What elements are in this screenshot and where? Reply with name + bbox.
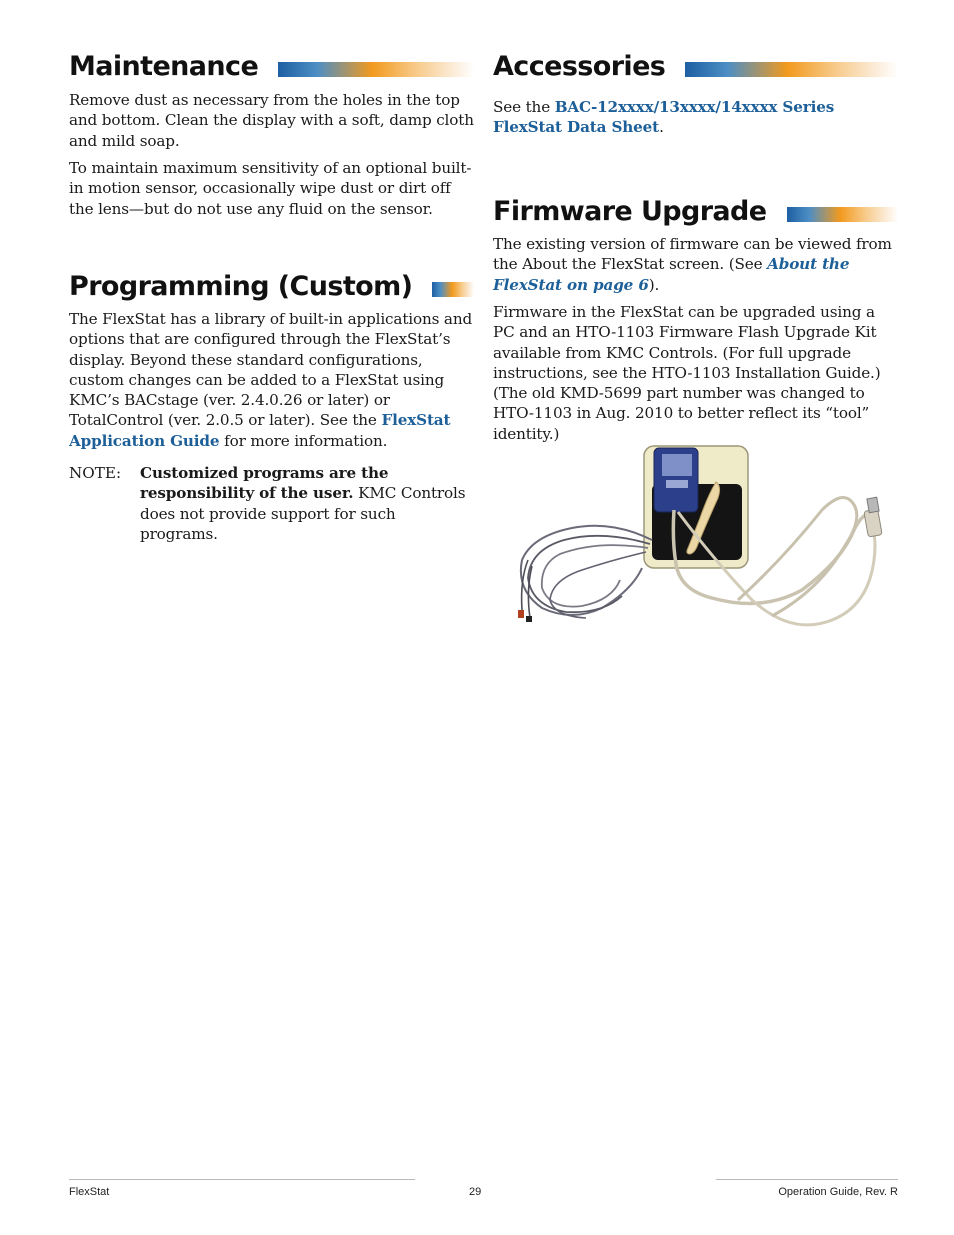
note-text: KMC Controls does not provide support for such programs. [140,484,466,543]
heading-gradient-bar [685,62,898,77]
note-label: NOTE: [69,464,122,482]
firmware-text: The existing version of firmware can be viewed from the About the FlexStat screen. (See [493,235,892,274]
firmware-heading-row [493,195,898,229]
heading-gradient-bar [787,207,899,222]
accessories-text-end: . [659,118,664,137]
wire-lead [522,560,528,610]
usb-connector [867,497,879,513]
heading-gradient-bar [432,282,474,297]
accessories-heading-row [493,50,898,84]
programming-heading: Programming (Custom) [69,271,413,302]
upgrade-kit-photo [502,440,894,636]
programming-text: The FlexStat has a library of built-in applications and options that are configured through the FlexStat’s display. Beyond these standard configurations, custom changes can be added to a FlexStat using KMC’s BACstage (ver. 2.4.0.26 or later) or TotalControl (ver. 2.0.5 or later). See the [69,310,473,430]
maintenance-heading-row [69,50,474,84]
usb-cable-loop-2 [738,498,857,617]
firmware-heading: Firmware Upgrade [493,196,767,227]
usb-plug [864,509,882,537]
maintenance-heading: Maintenance [69,51,259,82]
footer-right: Operation Guide, Rev. R [778,1186,898,1198]
module-label [662,454,692,476]
about-flexstat-link[interactable]: About the FlexStat on page 6 [493,255,850,294]
firmware-paragraph-1 [493,234,898,295]
page-number: 29 [469,1186,482,1198]
firmware-paragraph-2: Firmware in the FlexStat can be upgraded using a PC and an HTO-1103 Firmware Flash Upgrade Kit available from KMC Controls. (For full upgrade instructions, see the HTO-1103 Installation Guide.) (The old KMD-5699 part number was changed to HTO-1103 in Aug. 2010 to better reflect its “tool” identity.) [493,303,881,443]
programming-paragraph [69,309,474,451]
data-sheet-link[interactable]: BAC-12xxxx/13xxxx/14xxxx Series FlexStat Data Sheet [493,98,835,137]
accessories-text: See the [493,98,555,116]
footer-rule-left [69,1179,415,1180]
heading-gradient-bar [278,62,474,77]
note-body [140,463,474,544]
maintenance-paragraph-2: To maintain maximum sensitivity of an optional built-in motion sensor, occasionally wipe dust or dirt off the lens—but do not use any fluid on the sensor. [69,159,472,218]
programming-heading-row [69,270,474,304]
accessories-paragraph [493,97,898,138]
firmware-text-end: ). [648,275,660,294]
note-bold-text: Customized programs are the responsibility of the user. [140,464,389,503]
accessories-heading: Accessories [493,51,666,82]
module-sticker [666,480,688,488]
footer-rule-right [716,1179,898,1180]
maintenance-paragraph-1: Remove dust as necessary from the holes in the top and bottom. Clean the display with a soft, damp cloth and mild soap. [69,91,474,150]
wire-bundle [542,545,648,607]
wire-tip [526,616,532,622]
programming-text-end: for more information. [219,431,388,450]
footer-left: FlexStat [69,1186,110,1198]
wire-tip [518,610,524,618]
application-guide-link[interactable]: FlexStat Application Guide [69,411,451,450]
